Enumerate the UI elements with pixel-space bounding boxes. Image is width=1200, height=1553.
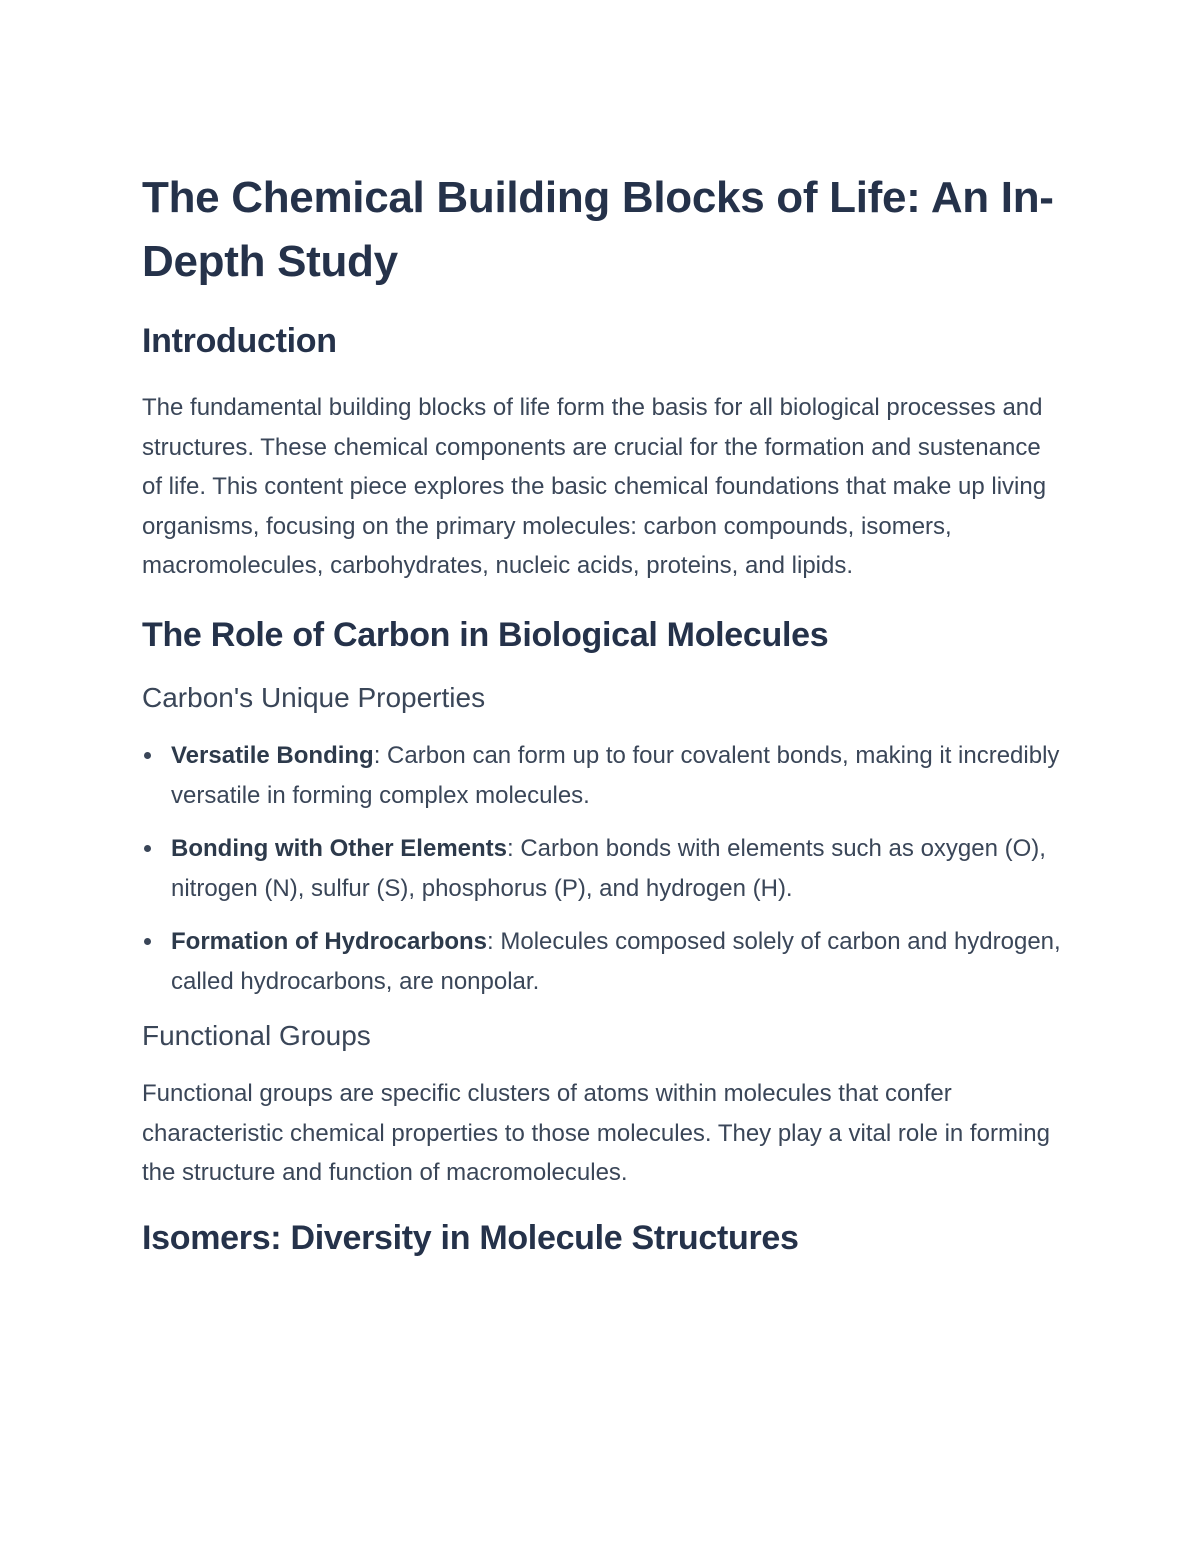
list-item-term: Formation of Hydrocarbons (171, 927, 488, 955)
document-title: The Chemical Building Blocks of Life: An In-Depth Study (142, 173, 1054, 286)
carbon-unique-properties-heading: Carbon's Unique Properties (142, 681, 486, 713)
list-item-term: Versatile Bonding (171, 741, 374, 769)
list-item-text: : Carbon bonds with elements such as oxygen (O), nitrogen (N), sulfur (S), phosphorus (P), and hydrogen (H). (171, 834, 1046, 902)
list-item-term: Bonding with Other Elements (171, 834, 508, 862)
list-item (142, 829, 1061, 909)
introduction-heading: Introduction (142, 322, 337, 360)
list-item-text: : Molecules composed solely of carbon and hydrogen, called hydrocarbons, are nonpolar. (171, 927, 1061, 995)
bullet-icon (144, 752, 151, 759)
functional-groups-heading: Functional Groups (142, 1019, 371, 1051)
carbon-properties-list (142, 736, 1060, 1002)
list-item-text: : Carbon can form up to four covalent bonds, making it incredibly versatile in forming complex molecules. (171, 741, 1060, 809)
functional-groups-paragraph: Functional groups are specific clusters of atoms within molecules that confer characteristic chemical properties to those molecules. They play a vital role in forming the structure and function of macromolecules. (142, 1079, 1050, 1187)
carbon-role-heading: The Role of Carbon in Biological Molecules (142, 615, 829, 654)
isomers-heading: Isomers: Diversity in Molecule Structures (142, 1218, 799, 1257)
list-item (142, 922, 1061, 1002)
bullet-icon (144, 845, 151, 852)
bullet-icon (144, 938, 151, 945)
introduction-paragraph: The fundamental building blocks of life form the basis for all biological processes and structures. These chemical components are crucial for the formation and sustenance of life. This content piece explores the basic chemical foundations that make up living organisms, focusing on the primary molecules: carbon compounds, isomers, macromolecules, carbohydrates, nucleic acids, proteins, and lipids. (142, 394, 1047, 580)
list-item (142, 736, 1061, 816)
